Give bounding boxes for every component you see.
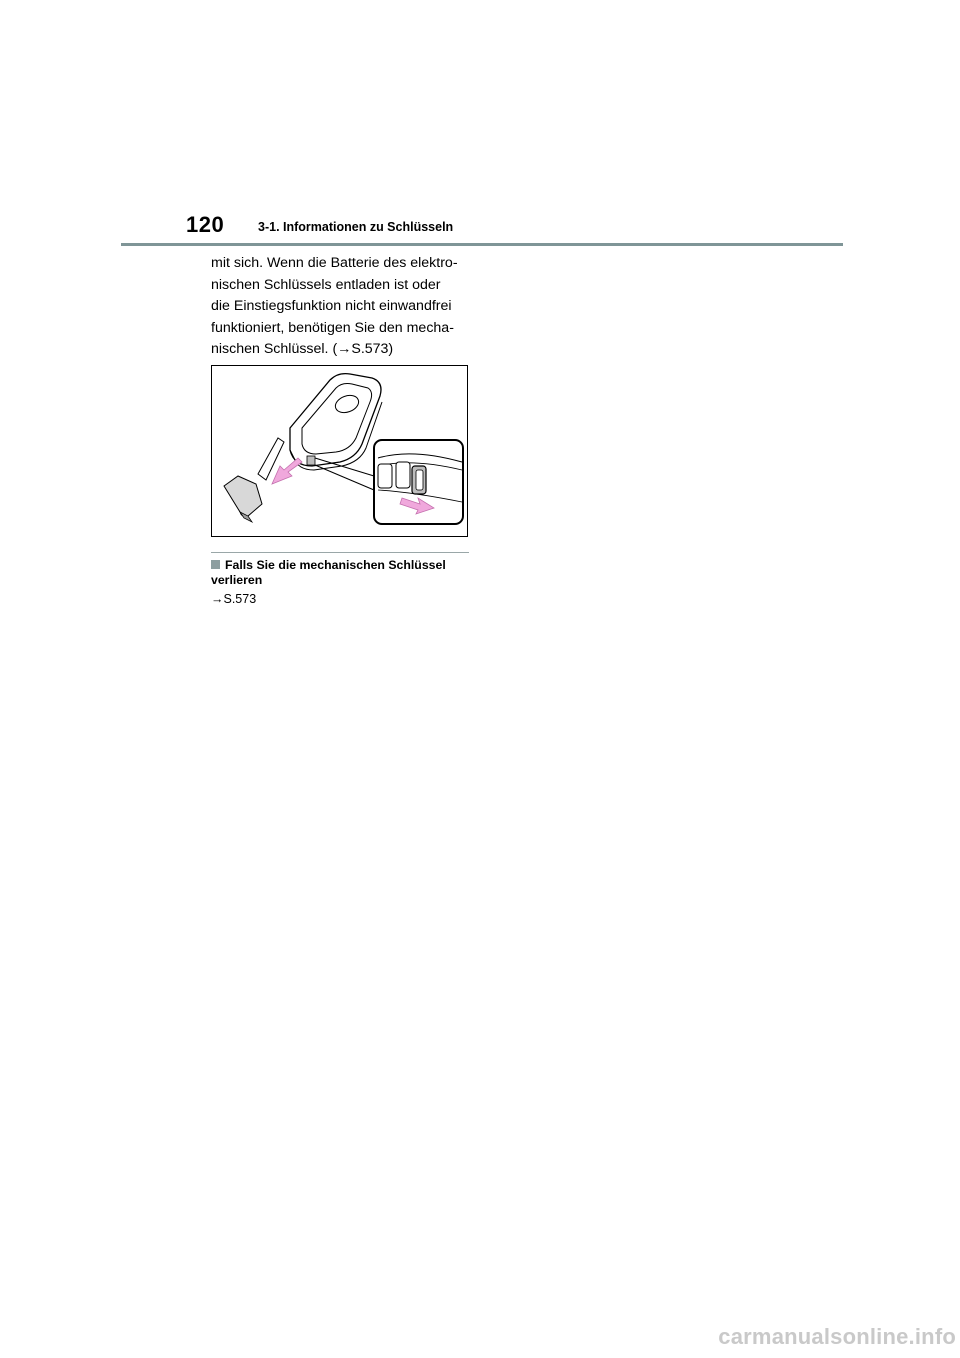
header-rule xyxy=(121,243,843,246)
section-title: 3-1. Informationen zu Schlüsseln xyxy=(258,220,454,234)
body-line: funktioniert, benötigen Sie den mecha- xyxy=(211,319,454,336)
subsection-heading-line2: verlieren xyxy=(211,572,263,587)
page-reference: →S.573 xyxy=(211,592,257,606)
body-line: nischen Schlüssel. (→S.573) xyxy=(211,341,394,358)
key-illustration-icon xyxy=(212,366,467,536)
square-bullet-icon xyxy=(211,560,220,569)
zoom-slot xyxy=(378,464,392,488)
subsection-heading xyxy=(211,558,471,587)
watermark: carmanualsonline.info xyxy=(718,1324,956,1349)
page-number: 120 xyxy=(186,212,225,237)
body-line: nischen Schlüssels entladen ist oder xyxy=(211,276,441,293)
body-line: die Einstiegsfunktion nicht einwandfrei xyxy=(211,298,452,315)
zoom-slot xyxy=(396,462,410,488)
leader-line xyxy=(315,465,374,490)
body-paragraph xyxy=(211,253,473,361)
body-line: mit sich. Wenn die Batterie des elektro- xyxy=(211,255,458,271)
arrow-pull-out-icon xyxy=(272,458,302,484)
mechanical-key-head xyxy=(224,476,262,517)
subsection-heading-line1: Falls Sie die mechanischen Schlüssel xyxy=(225,558,446,572)
zoom-release-face xyxy=(416,470,423,490)
key-figure xyxy=(211,365,468,537)
release-button xyxy=(307,456,315,465)
section-divider xyxy=(211,552,469,553)
